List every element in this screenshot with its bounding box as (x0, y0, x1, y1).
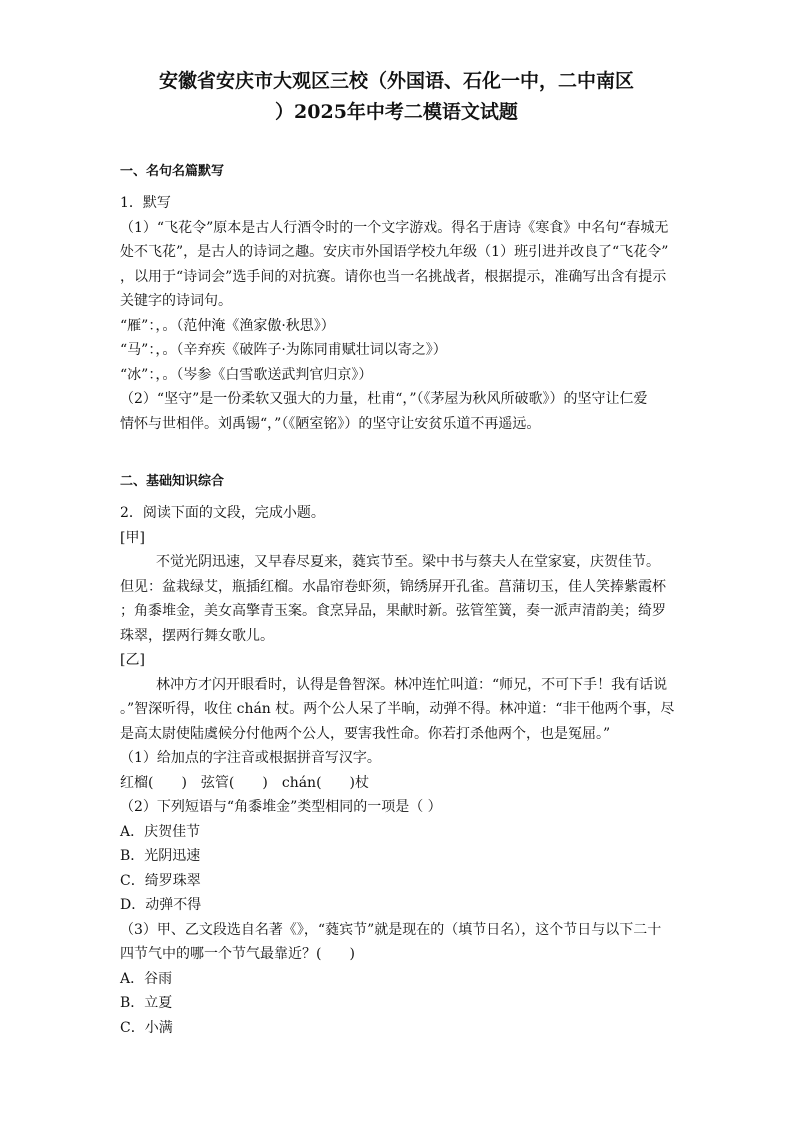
title-line-2: ）2025年中考二模语文试题 (275, 101, 518, 123)
option-c: C．绮罗珠翠 (120, 872, 201, 889)
option-d: D．动弹不得 (120, 897, 202, 913)
passage-yi-line: 是高太尉使陆虞候分付他两个公人，要害我性命。你若打杀他两个，也是冤屈。” (120, 725, 611, 742)
question-1-line: ，以用于“诗词会”选手间的对抗赛。请你也当一名挑战者，根据提示，准确写出含有提示 (120, 268, 667, 285)
passage-jia-label: [甲] (120, 529, 145, 546)
sub-question-3: 四节气中的哪一个节气最靠近？( ) (120, 946, 355, 962)
section-2-heading: 二、基础知识综合 (120, 474, 225, 489)
poem-prompt-bing: “冰”：，。（岑参《白雪歌送武判官归京》） (120, 366, 373, 383)
option-b: B．光阴迅速 (120, 848, 201, 864)
sub-question-2: （2）下列短语与“角黍堆金”类型相同的一项是（ ） (120, 799, 442, 815)
passage-jia-line: 不觉光阴迅速，又早春尽夏来，蕤宾节至。梁中书与蔡夫人在堂家宴，庆贺佳节。 (156, 554, 660, 570)
sub-question-1: （1）给加点的字注音或根据拼音写汉字。 (120, 750, 381, 766)
question-2-label: 2．阅读下面的文段，完成小题。 (120, 505, 325, 521)
question-1-line: （1）“飞花令”原本是古人行酒令时的一个文字游戏。得名于唐诗《寒食》中名句“春城无 (120, 219, 669, 236)
sub-question-3: （3）甲、乙文段选自名著《》，“蕤宾节”就是现在的（填节日名），这个节日与以下二十 (120, 921, 662, 938)
poem-prompt-ma: “马”：，。（辛弃疾《破阵子·为陈同甫赋壮词以寄之》） (120, 342, 447, 358)
title-line-1: 安徽省安庆市大观区三校（外国语、石化一中，二中南区 (158, 70, 634, 92)
option-b: B．立夏 (120, 995, 173, 1011)
passage-jia-line: 珠翠，摆两行舞女歌儿。 (120, 627, 274, 644)
section-1-heading: 一、名句名篇默写 (120, 164, 225, 179)
section-2-body (120, 501, 673, 1040)
passage-jia-line: 但见：盆栽绿艾，瓶插红榴。水晶帘卷虾须，锦绣屏开孔雀。菖蒲切玉，佳人笑捧紫霞杯 (120, 578, 666, 595)
question-1-part-2: 情怀与世相伴。刘禹锡“，”（《陋室铭》）的坚守让安贫乐道不再遥远。 (120, 415, 541, 432)
question-1-part-2: （2）“坚守”是一份柔软又强大的力量，杜甫“，”（《茅屋为秋风所破歌》）的坚守让仁爱 (120, 391, 648, 407)
question-1-line: 处不飞花”，是古人的诗词之趣。安庆市外国语学校九年级（1）班引进并改良了“飞花令” (120, 244, 669, 260)
section-1-body (120, 191, 673, 436)
passage-yi-label: [乙] (120, 652, 145, 668)
question-1-label: 1．默写 (120, 195, 171, 211)
option-a: A．谷雨 (120, 970, 173, 987)
poem-prompt-yan: “雁”：，。（范仲淹《渔家傲·秋思》） (120, 317, 335, 334)
option-a: A．庆贺佳节 (120, 823, 201, 840)
document-title (114, 66, 679, 128)
passage-yi-line: 。”智深听得，收住 chán 杖。两个公人呆了半晌，动弹不得。林冲道：“非干他两个事，尽 (120, 701, 675, 717)
passage-yi-line: 林冲方才闪开眼看时，认得是鲁智深。林冲连忙叫道：“师兄，不可下手！我有话说 (156, 676, 668, 693)
passage-jia-line: ；角黍堆金，美女高擎青玉案。食烹异品，果献时新。弦管笙簧，奏一派声清韵美；绮罗 (120, 603, 666, 619)
question-1-line: 关键字的诗词句。 (120, 293, 232, 309)
sub-question-1-blanks: 红榴( ) 弦管( ) chán( )杖 (120, 774, 369, 791)
option-c: C．小满 (120, 1019, 173, 1036)
